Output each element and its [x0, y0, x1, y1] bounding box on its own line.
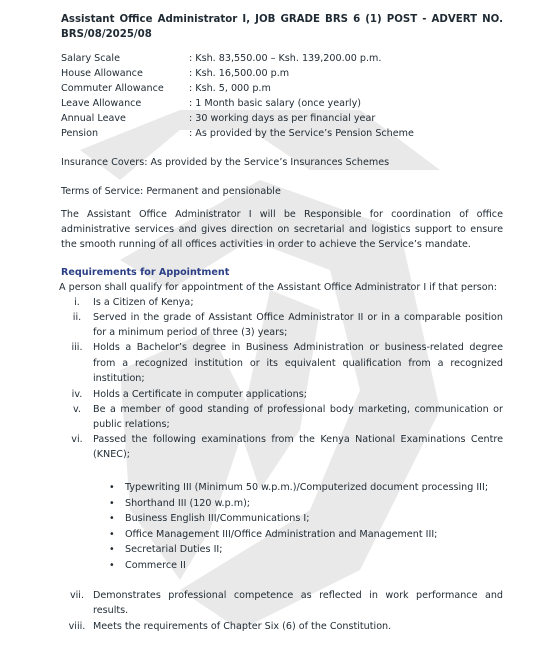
term-row-pension — [61, 126, 503, 141]
term-label: Commuter Allowance — [61, 83, 164, 94]
term-label: Salary Scale — [61, 53, 120, 64]
list-item-number: viii. — [68, 620, 86, 632]
terms-table — [61, 51, 503, 141]
term-value: : 1 Month basic salary (once yearly) — [189, 98, 362, 109]
list-item-number: i. — [74, 297, 80, 308]
list-item-text: Meets the requirements of Chapter Six (6) of the Constitution. — [93, 620, 392, 632]
list-item-text: Served in the grade of Assistant Office Administrator II or in a comparable position for a minimum period of three (3) years; — [93, 312, 503, 338]
exam-item — [109, 558, 503, 574]
bullet-icon: • — [109, 497, 115, 509]
term-value: : As provided by the Service’s Pension Scheme — [189, 128, 414, 139]
exam-item — [109, 480, 503, 496]
term-label: Pension — [61, 128, 99, 139]
list-item — [61, 432, 503, 463]
advert-title: Assistant Office Administrator I, JOB GRADE BRS 6 (1) POST - ADVERT NO. — [61, 14, 503, 25]
bullet-icon: • — [109, 544, 115, 556]
list-item — [61, 387, 503, 402]
job-description: The Assistant Office Administrator I will be Responsible for coordination of office administrative services and gives direction on secretarial and logistics support to ensure the smooth running of all offices activities in order to achieve the Service’s mandate. — [61, 209, 503, 250]
bullet-icon: • — [109, 481, 115, 493]
list-item-text: Demonstrates professional competence as reflected in work performance and results. — [93, 589, 503, 617]
exam-text: Typewriting III (Minimum 50 w.p.m.)/Computerized document processing III; — [125, 481, 489, 493]
list-item-text: Be a member of good standing of professional body marketing, communication or public relations; — [93, 403, 503, 430]
list-item-text: Is a Citizen of Kenya; — [93, 297, 194, 308]
bullet-icon: • — [109, 528, 115, 540]
exam-item — [109, 511, 503, 527]
exam-text: Commerce II — [125, 559, 186, 571]
list-item-number: ii. — [72, 312, 82, 323]
exam-item — [109, 496, 503, 512]
term-value: : Ksh. 16,500.00 p.m — [189, 68, 290, 79]
exam-item — [109, 527, 503, 543]
list-item-text: Holds a Bachelor’s degree in Business Administration or business-related degree from a recognized institution or its equivalent qualification from a recognized institution; — [93, 342, 503, 385]
requirements-intro: A person shall qualify for appointment of the Assistant Office Administrator I if that person: — [59, 282, 497, 293]
list-item — [61, 310, 503, 340]
list-item-number: v. — [73, 403, 81, 415]
requirements-list — [61, 295, 503, 463]
term-row-leave-allowance — [61, 96, 503, 111]
exam-text: Shorthand III (120 w.p.m); — [125, 497, 251, 509]
advert-number: BRS/08/2025/08 — [61, 29, 152, 40]
document-page — [61, 12, 503, 634]
exam-item — [109, 542, 503, 558]
term-row-commuter-allowance — [61, 81, 503, 96]
bullet-icon: • — [109, 513, 115, 525]
list-item-number: vii. — [69, 589, 85, 601]
list-item-number: vi. — [71, 433, 83, 445]
requirements-heading: Requirements for Appointment — [61, 267, 230, 278]
list-item-text: Holds a Certificate in computer applications; — [93, 388, 307, 400]
exam-list — [61, 480, 503, 574]
exam-text: Business English III/Communications I; — [125, 513, 310, 525]
bullet-icon: • — [109, 559, 115, 571]
list-item-number: iii. — [71, 342, 83, 353]
requirements-list-continued — [61, 588, 503, 634]
list-item — [61, 340, 503, 387]
term-row-annual-leave — [61, 111, 503, 126]
list-item — [61, 619, 503, 634]
list-item — [61, 295, 503, 310]
exam-text: Secretarial Duties II; — [125, 544, 223, 556]
list-item — [61, 588, 503, 619]
term-label: Annual Leave — [61, 113, 126, 124]
list-item-number: iv. — [71, 388, 83, 400]
exam-text: Office Management III/Office Administration and Management III; — [125, 528, 438, 540]
term-label: Leave Allowance — [61, 98, 142, 109]
list-item-text: Passed the following examinations from the Kenya National Examinations Centre (KNEC); — [93, 433, 503, 461]
term-row-salary — [61, 51, 503, 66]
term-label: House Allowance — [61, 68, 143, 79]
list-item — [61, 402, 503, 432]
term-value: : Ksh. 5, 000 p.m — [189, 83, 271, 94]
term-value: : 30 working days as per financial year — [189, 113, 376, 124]
term-row-house-allowance — [61, 66, 503, 81]
insurance-text: Insurance Covers: As provided by the Service’s Insurances Schemes — [61, 157, 390, 168]
terms-of-service-text: Terms of Service: Permanent and pensionable — [61, 186, 281, 197]
term-value: : Ksh. 83,550.00 – Ksh. 139,200.00 p.m. — [189, 53, 382, 64]
